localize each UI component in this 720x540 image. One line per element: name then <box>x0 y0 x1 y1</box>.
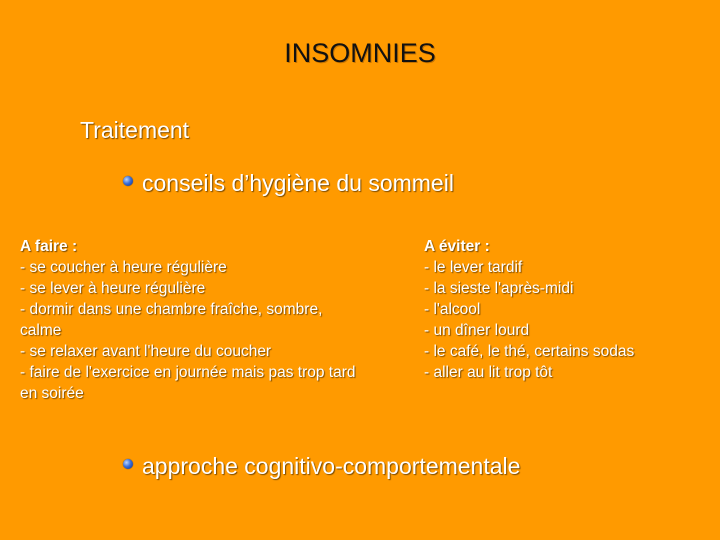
do-items: - se coucher à heure régulière - se lever à heure régulière - dormir dans une chambre fraîche, sombre, calme - se relaxer avant l'heure du coucher - faire de l'exercice en journée mais pas trop tard en soirée <box>20 259 356 402</box>
do-list <box>20 236 360 404</box>
avoid-items: - le lever tardif - la sieste l'après-midi - l'alcool - un dîner lourd - le café, le thé, certains sodas - aller au lit trop tôt <box>424 259 635 381</box>
bullet-hygiene <box>123 170 454 197</box>
bullet-hygiene-label: conseils d’hygiène du sommeil <box>142 170 454 196</box>
bullet-cognitive-label: approche cognitivo-comportementale <box>142 453 521 479</box>
slide-title: INSOMNIES <box>284 38 436 68</box>
bullet-cognitive <box>123 453 520 480</box>
bullet-dot-icon <box>123 176 133 186</box>
avoid-heading: A éviter : <box>424 238 490 255</box>
do-heading: A faire : <box>20 238 78 255</box>
section-subtitle: Traitement <box>80 117 190 143</box>
bullet-dot-icon <box>123 459 133 469</box>
avoid-list <box>424 236 714 383</box>
